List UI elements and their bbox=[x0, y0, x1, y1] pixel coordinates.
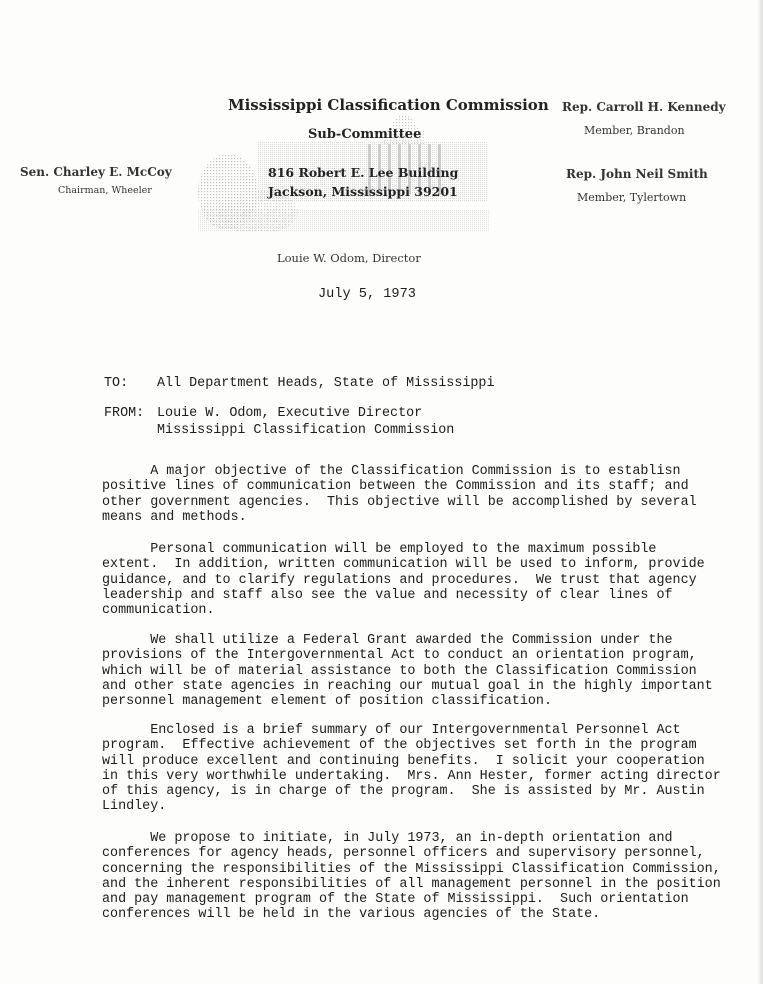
left-member-name: Sen. Charley E. McCoy bbox=[20, 165, 172, 179]
paragraph-line: will produce excellent and continuing benefits. I solicit your cooperation bbox=[102, 753, 705, 769]
paragraph-line: concerning the responsibilities of the Mississippi Classification Commission, bbox=[102, 861, 721, 877]
paragraph-line: conferences for agency heads, personnel officers and supervisory personnel, bbox=[102, 846, 705, 862]
paragraph-5 bbox=[102, 831, 721, 923]
address-line-1: 816 Robert E. Lee Building bbox=[268, 165, 459, 180]
paragraph-line: positive lines of communication between the Commission and its staff; and bbox=[102, 479, 689, 495]
paragraph-1 bbox=[102, 464, 702, 525]
right-member-2-title: Member, Tylertown bbox=[577, 191, 687, 204]
paragraph-line: Enclosed is a brief summary of our Intergovernmental Personnel Act bbox=[102, 723, 681, 738]
from-label: FROM: bbox=[104, 406, 145, 421]
paragraph-line: We propose to initiate, in July 1973, an in-depth orientation and bbox=[102, 831, 673, 846]
paragraph-line: Personal communication will be employed to the maximum possible bbox=[102, 542, 657, 557]
paragraph-line: other government agencies. This objective will be accomplished by several bbox=[102, 494, 697, 510]
paragraph-line: program. Effective achievement of the objectives set forth in the program bbox=[102, 738, 697, 754]
from-value-2: Mississippi Classification Commission bbox=[157, 423, 455, 438]
subcommittee-label: Sub-Committee bbox=[308, 127, 422, 142]
paragraph-line: personnel management element of position classification. bbox=[102, 694, 552, 710]
paragraph-line: Lindley. bbox=[102, 799, 167, 815]
to-value: All Department Heads, State of Mississippi bbox=[157, 376, 495, 391]
paragraph-line: and other state agencies in reaching our mutual goal in the highly important bbox=[102, 678, 713, 694]
paragraph-line: and pay management program of the State of Mississippi. Such orientation bbox=[102, 892, 689, 908]
paragraph-line: leadership and staff also see the value and necessity of clear lines of bbox=[102, 587, 673, 603]
paragraph-line: in this very worthwhile undertaking. Mrs. Ann Hester, former acting director bbox=[102, 768, 721, 784]
address-line-2: Jackson, Mississippi 39201 bbox=[268, 184, 458, 199]
commission-name: Mississippi Classification Commission bbox=[228, 96, 549, 114]
paragraph-line: communication. bbox=[102, 603, 215, 619]
paragraph-line: means and methods. bbox=[102, 509, 247, 525]
letter-date: July 5, 1973 bbox=[318, 287, 416, 302]
from-value-1: Louie W. Odom, Executive Director bbox=[157, 406, 423, 421]
paragraph-line: We shall utilize a Federal Grant awarded the Commission under the bbox=[102, 633, 673, 648]
paragraph-line: conferences will be held in the various agencies of the State. bbox=[102, 907, 601, 923]
to-label: TO: bbox=[104, 376, 129, 391]
right-member-1-title: Member, Brandon bbox=[584, 124, 685, 137]
paragraph-3 bbox=[102, 633, 713, 710]
paragraph-line: A major objective of the Classification Commission is to establisn bbox=[102, 464, 681, 479]
paragraph-line: which will be of material assistance to both the Classification Commission bbox=[102, 663, 697, 679]
page-edge bbox=[757, 0, 763, 984]
paragraph-line: of this agency, is in charge of the program. She is assisted by Mr. Austin bbox=[102, 784, 705, 800]
paragraph-2 bbox=[102, 542, 705, 619]
paragraph-line: and the inherent responsibilities of all management personnel in the position bbox=[102, 876, 721, 892]
paragraph-line: extent. In addition, written communication will be used to inform, provide bbox=[102, 557, 705, 573]
paragraph-line: provisions of the Intergovernmental Act to conduct an orientation program, bbox=[102, 648, 697, 664]
paragraph-line: guidance, and to clarify regulations and procedures. We trust that agency bbox=[102, 572, 697, 588]
left-member-title: Chairman, Wheeler bbox=[58, 185, 152, 196]
paragraph-4 bbox=[102, 723, 721, 815]
right-member-1-name: Rep. Carroll H. Kennedy bbox=[562, 100, 726, 114]
director-line: Louie W. Odom, Director bbox=[277, 251, 421, 265]
right-member-2-name: Rep. John Neil Smith bbox=[566, 167, 708, 181]
